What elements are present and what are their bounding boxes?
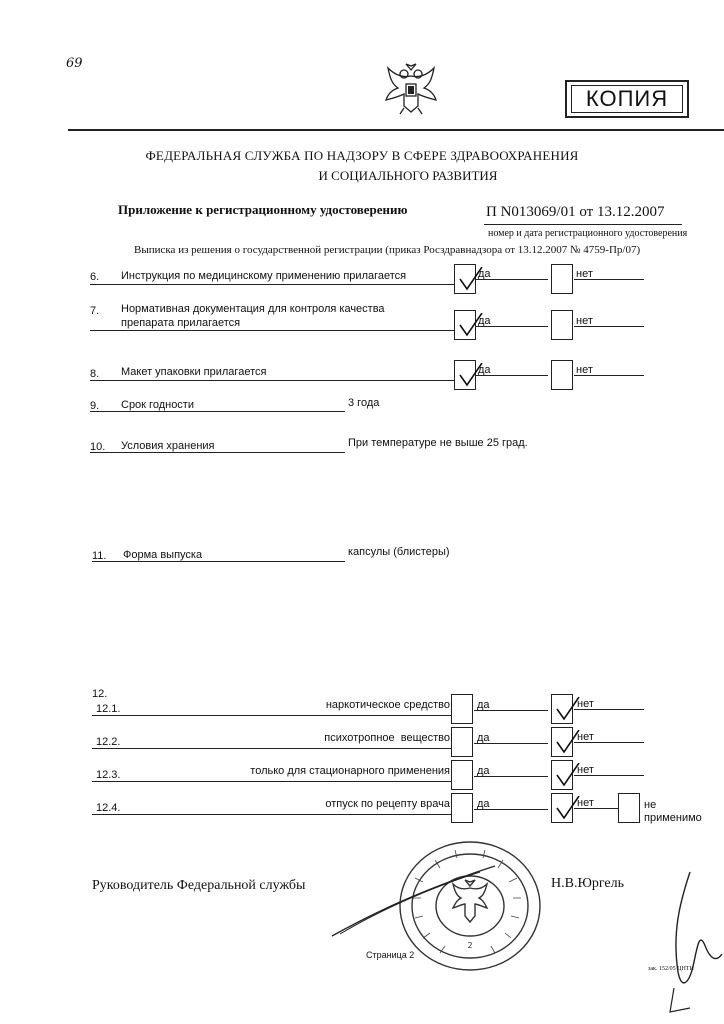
item-12-3-number: 12.3. — [96, 769, 121, 781]
item-12-4-na-checkbox[interactable] — [618, 793, 640, 823]
margin-signature-scribble — [660, 862, 724, 1022]
item-12-1-no-rule — [574, 709, 644, 710]
item-12-4-yes-label: да — [477, 798, 490, 810]
item-8-yes-checkbox[interactable] — [454, 360, 476, 390]
item-12-4-no-checkbox[interactable] — [551, 793, 573, 823]
item-12-4-na-label-line1: не — [644, 799, 657, 811]
agency-name-line2: И СОЦИАЛЬНОГО РАЗВИТИЯ — [318, 168, 498, 183]
item-8-no-label: нет — [576, 364, 593, 376]
item-11-rule — [92, 561, 345, 562]
copy-stamp — [565, 80, 689, 118]
item-12-4-no-rule — [574, 808, 618, 809]
item-10-label: Условия хранения — [121, 440, 215, 452]
item-12-1-number: 12.1. — [96, 703, 121, 715]
handwritten-page-number: 69 — [66, 56, 83, 71]
order-code: зак. 152/05 ЦНТИ — [648, 966, 694, 972]
item-12-1-yes-rule — [474, 710, 548, 711]
handwritten-signature — [330, 860, 500, 940]
item-6-yes-label: да — [478, 268, 491, 280]
item-6-rule — [90, 284, 455, 285]
item-12-1-label: наркотическое средство — [325, 699, 450, 711]
signatory-position: Руководитель Федеральной службы — [92, 878, 306, 893]
item-12-4-no-label: нет — [577, 797, 594, 809]
item-7-label-line1: Нормативная документация для контроля качества — [121, 303, 385, 315]
header-rule — [68, 129, 724, 131]
item-12-1-no-checkbox[interactable] — [551, 694, 573, 724]
item-12-4-yes-checkbox[interactable] — [451, 793, 473, 823]
item-6-yes-rule — [476, 279, 548, 280]
item-12-3-rule — [92, 781, 452, 782]
item-12-2-rule — [92, 748, 452, 749]
item-12-3-no-checkbox[interactable] — [551, 760, 573, 790]
item-12-3-yes-checkbox[interactable] — [451, 760, 473, 790]
item-8-no-checkbox[interactable] — [551, 360, 573, 390]
item-6-no-rule — [574, 279, 644, 280]
item-6-label: Инструкция по медицинскому применению прилагается — [121, 270, 407, 282]
item-11-value: капсулы (блистеры) — [348, 546, 450, 558]
item-11-number: 11. — [92, 550, 107, 562]
item-12-3-yes-label: да — [477, 765, 490, 777]
item-12-3-yes-rule — [474, 776, 548, 777]
item-7-no-checkbox[interactable] — [551, 310, 573, 340]
item-12-3-no-label: нет — [577, 764, 594, 776]
item-8-no-rule — [574, 375, 644, 376]
item-12-2-yes-label: да — [477, 732, 490, 744]
item-8-number: 8. — [90, 368, 100, 380]
item-6-number: 6. — [90, 271, 100, 283]
registration-number: П N013069/01 от 13.12.2007 — [486, 204, 665, 220]
item-12-2-yes-rule — [474, 743, 548, 744]
item-12-2-no-rule — [574, 742, 644, 743]
item-6-yes-checkbox[interactable] — [454, 264, 476, 294]
item-12-1-yes-checkbox[interactable] — [451, 694, 473, 724]
registration-number-caption: номер и дата регистрационного удостоверения — [488, 228, 688, 239]
item-7-label-line2: препарата прилагается — [121, 317, 241, 329]
item-12-4-number: 12.4. — [96, 802, 121, 814]
item-12-4-na-label-line2: применимо — [644, 812, 702, 824]
item-8-label: Макет упаковки прилагается — [121, 366, 267, 378]
registration-number-underline — [484, 224, 682, 225]
item-7-rule — [90, 330, 455, 331]
item-7-no-label: нет — [576, 315, 593, 327]
signatory-name: Н.В.Юргель — [551, 876, 624, 891]
item-8-rule — [90, 380, 455, 381]
item-12-1-yes-label: да — [477, 699, 490, 711]
item-6-no-checkbox[interactable] — [551, 264, 573, 294]
appendix-title: Приложение к регистрационному удостоверению — [118, 202, 408, 217]
item-12-2-label: психотропное вещество — [324, 732, 450, 744]
section-12-number: 12. — [92, 688, 108, 700]
item-8-yes-label: да — [478, 364, 491, 376]
copy-stamp-label: КОПИЯ — [571, 85, 683, 113]
item-12-2-number: 12.2. — [96, 736, 121, 748]
item-9-value: 3 года — [348, 397, 380, 409]
item-7-yes-label: да — [478, 315, 491, 327]
item-12-2-yes-checkbox[interactable] — [451, 727, 473, 757]
item-7-yes-checkbox[interactable] — [454, 310, 476, 340]
page-label: Страница 2 — [366, 950, 415, 960]
item-11-label: Форма выпуска — [123, 549, 203, 561]
item-12-2-no-label: нет — [577, 731, 594, 743]
item-9-number: 9. — [90, 400, 100, 412]
item-7-yes-rule — [476, 326, 548, 327]
registration-excerpt: Выписка из решения о государственной регистрации (приказ Росздравнадзора от 13.12.2007 № 4759-Пр/07) — [134, 244, 641, 256]
item-7-no-rule — [574, 326, 644, 327]
item-12-4-yes-rule — [474, 809, 548, 810]
item-6-no-label: нет — [576, 268, 593, 280]
item-10-value: При температуре не выше 25 град. — [348, 437, 528, 449]
coat-of-arms-emblem — [382, 60, 440, 118]
item-12-4-label: отпуск по рецепту врача — [325, 798, 450, 810]
item-9-label: Срок годности — [121, 399, 194, 411]
item-9-rule — [90, 411, 345, 412]
agency-name-line1: ФЕДЕРАЛЬНАЯ СЛУЖБА ПО НАДЗОРУ В СФЕРЕ ЗДРАВООХРАНЕНИЯ — [145, 148, 579, 163]
item-12-4-rule — [92, 814, 452, 815]
item-12-3-no-rule — [574, 775, 644, 776]
item-10-rule — [90, 452, 345, 453]
item-12-2-no-checkbox[interactable] — [551, 727, 573, 757]
item-12-1-rule — [92, 715, 452, 716]
svg-text:2: 2 — [467, 941, 473, 950]
item-8-yes-rule — [476, 375, 548, 376]
item-12-3-label: только для стационарного применения — [250, 765, 450, 777]
item-7-number: 7. — [90, 305, 100, 317]
item-10-number: 10. — [90, 441, 106, 453]
item-12-1-no-label: нет — [577, 698, 594, 710]
